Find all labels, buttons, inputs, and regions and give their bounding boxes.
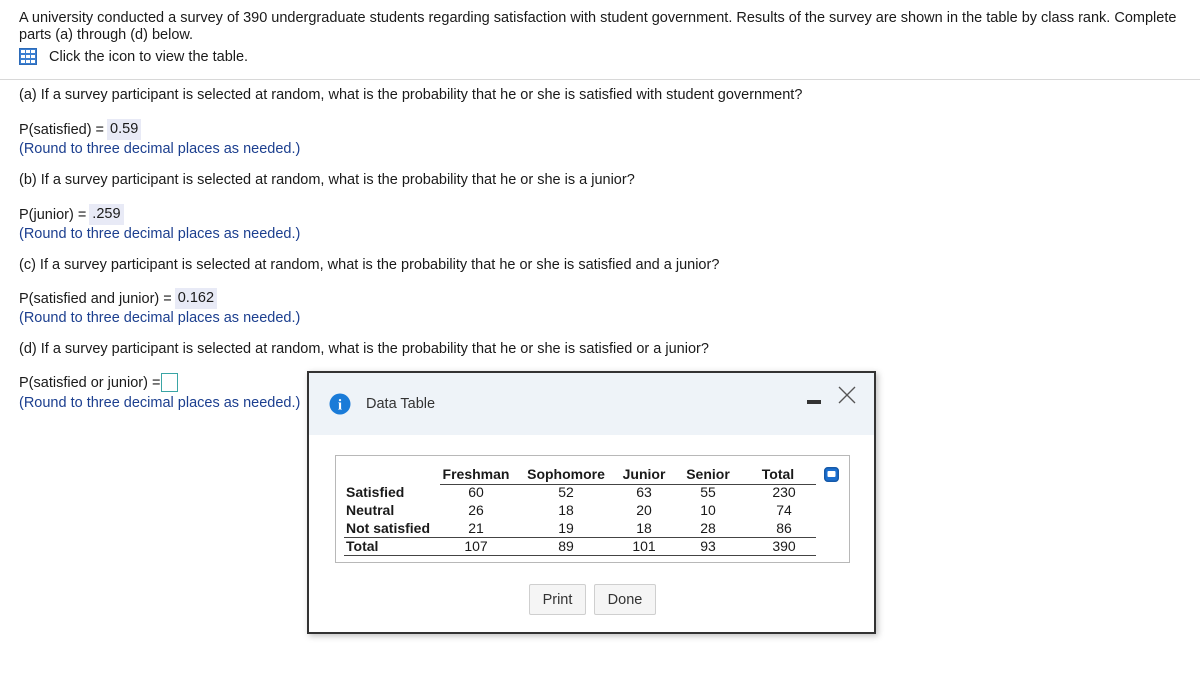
answer-field-b[interactable]: .259 xyxy=(89,204,123,225)
row-label-neutral: Neutral xyxy=(346,502,395,518)
answer-label-a: P(satisfied) = xyxy=(19,121,105,138)
answer-row-d xyxy=(19,373,178,392)
row-label-not-satisfied: Not satisfied xyxy=(346,520,431,536)
hint-b: (Round to three decimal places as needed.) xyxy=(19,226,301,242)
table-cell: 18 xyxy=(636,520,652,536)
hint-c: (Round to three decimal places as needed.) xyxy=(19,310,301,326)
table-cell: 63 xyxy=(636,484,652,500)
table-cell: 52 xyxy=(558,484,574,500)
view-table-link[interactable] xyxy=(19,48,248,65)
table-cell: 19 xyxy=(558,520,574,536)
answer-label-c: P(satisfied and junior) = xyxy=(19,290,172,307)
table-cell: 230 xyxy=(772,484,796,500)
close-icon[interactable] xyxy=(838,386,856,404)
table-cell: 390 xyxy=(772,538,796,554)
data-table-dialog xyxy=(307,371,876,634)
answer-field-c[interactable]: 0.162 xyxy=(175,288,217,309)
question-b: (b) If a survey participant is selected at random, what is the probability that he or she is a junior? xyxy=(19,172,635,188)
table-cell: 26 xyxy=(468,502,484,518)
answer-row-b xyxy=(19,204,124,225)
table-cell: 18 xyxy=(558,502,574,518)
table-cell: 28 xyxy=(700,520,716,536)
answer-row-c xyxy=(19,288,217,309)
table-cell: 93 xyxy=(700,538,716,554)
col-header-junior: Junior xyxy=(622,466,666,482)
table-cell: 20 xyxy=(636,502,652,518)
bottom-rule xyxy=(344,555,816,556)
col-header-total: Total xyxy=(761,466,795,482)
table-cell: 89 xyxy=(558,538,574,554)
copy-table-icon[interactable] xyxy=(824,467,839,482)
answer-input-d[interactable] xyxy=(161,373,178,392)
info-icon xyxy=(329,393,351,415)
col-header-sophomore: Sophomore xyxy=(527,466,605,482)
table-cell: 101 xyxy=(632,538,656,554)
minimize-icon[interactable] xyxy=(807,400,821,404)
table-cell: 107 xyxy=(464,538,488,554)
answer-row-a xyxy=(19,119,141,140)
section-divider xyxy=(0,79,1200,80)
data-table xyxy=(335,455,850,563)
row-label-satisfied: Satisfied xyxy=(346,484,405,500)
hint-d: (Round to three decimal places as needed.) xyxy=(19,395,301,411)
print-button[interactable]: Print xyxy=(529,584,586,615)
table-cell: 55 xyxy=(700,484,716,500)
view-table-label[interactable]: Click the icon to view the table. xyxy=(49,48,249,65)
row-label-total: Total xyxy=(346,538,379,554)
question-d: (d) If a survey participant is selected at random, what is the probability that he or she is satisfied or a junior? xyxy=(19,341,709,357)
table-cell: 21 xyxy=(468,520,484,536)
col-header-freshman: Freshman xyxy=(442,466,510,482)
table-cell: 86 xyxy=(776,520,792,536)
answer-label-d: P(satisfied or junior) = xyxy=(19,374,161,391)
question-c: (c) If a survey participant is selected at random, what is the probability that he or she is satisfied and a junior? xyxy=(19,257,720,273)
table-cell: 60 xyxy=(468,484,484,500)
problem-intro: A university conducted a survey of 390 undergraduate students regarding satisfaction with student government. Results of the survey are shown in the table by class rank. Complete parts (a) through (d) below. xyxy=(19,10,1177,43)
col-header-senior: Senior xyxy=(686,466,730,482)
answer-field-a[interactable]: 0.59 xyxy=(107,119,141,140)
hint-a: (Round to three decimal places as needed.) xyxy=(19,141,301,157)
table-cell: 74 xyxy=(776,502,792,518)
done-button[interactable]: Done xyxy=(594,584,656,615)
svg-text:i: i xyxy=(337,397,343,414)
table-cell: 10 xyxy=(700,502,716,518)
question-a: (a) If a survey participant is selected at random, what is the probability that he or she is satisfied with student government? xyxy=(19,87,803,103)
dialog-title: Data Table xyxy=(366,396,436,412)
answer-label-b: P(junior) = xyxy=(19,206,87,223)
table-grid-icon[interactable] xyxy=(19,48,37,65)
